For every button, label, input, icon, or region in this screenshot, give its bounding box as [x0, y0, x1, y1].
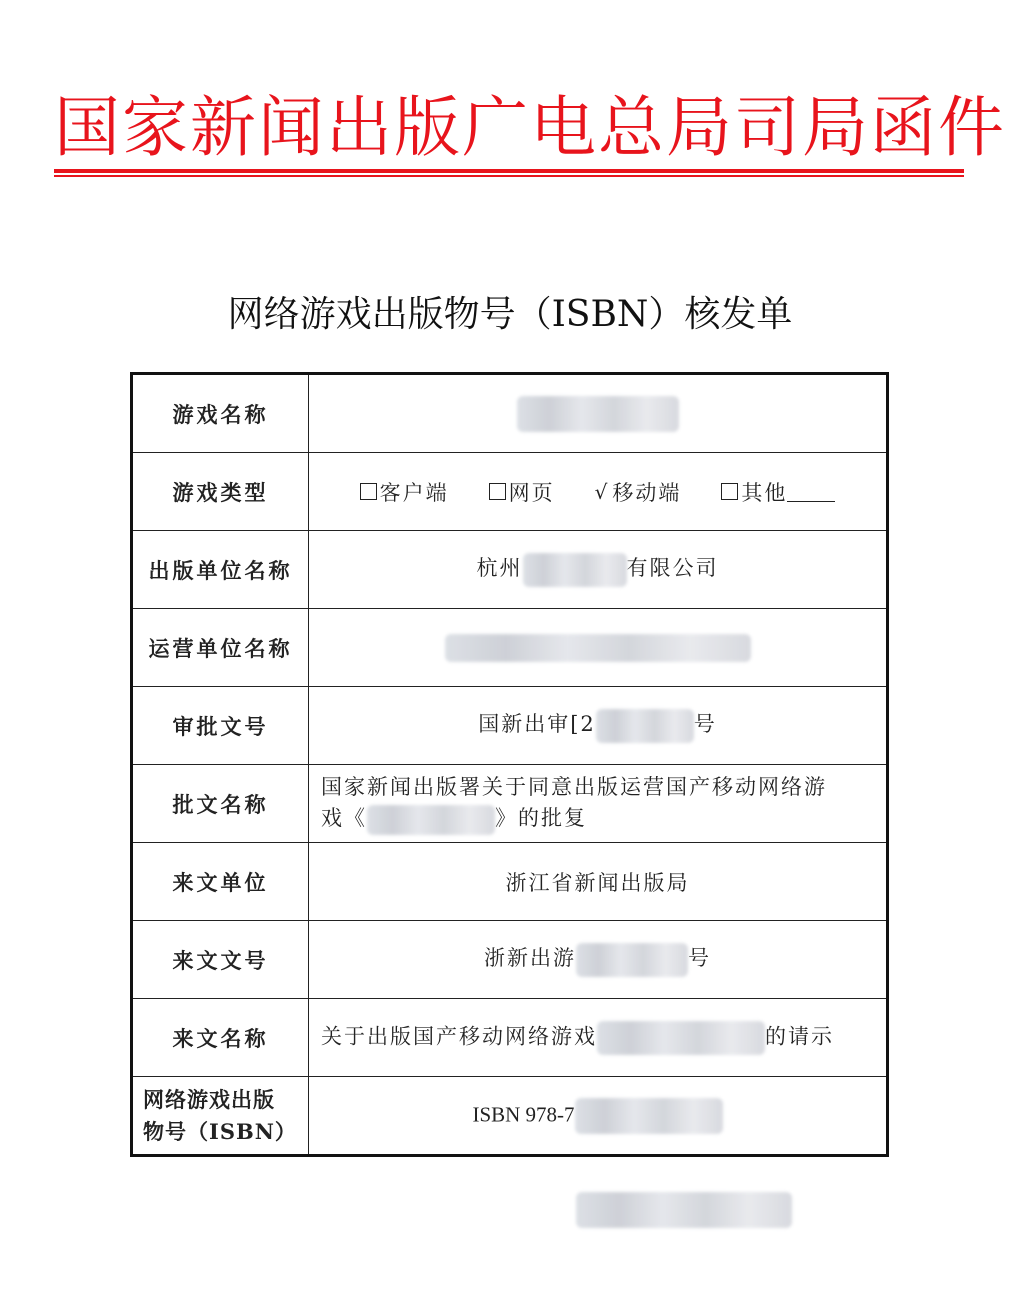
- checkbox-empty-icon: [489, 483, 506, 500]
- letterhead-rule-thick: [54, 169, 964, 173]
- value-approval-name: [309, 765, 888, 843]
- game-type-options: [309, 477, 886, 507]
- row-game-type: [132, 453, 888, 531]
- option-web-label: 网页: [508, 480, 555, 505]
- redacted-isbn: [575, 1098, 723, 1134]
- redacted-stamp-area: [576, 1192, 792, 1228]
- label-isbn-line2: 物号（ISBN）: [143, 1118, 297, 1144]
- row-isbn: [132, 1077, 888, 1156]
- label-approval-no: 审批文号: [132, 687, 309, 765]
- row-approval-name: [132, 765, 888, 843]
- value-isbn: [309, 1077, 888, 1156]
- label-game-type: 游戏类型: [132, 453, 309, 531]
- option-client-label: 客户端: [379, 480, 449, 505]
- redacted-publisher: [523, 553, 627, 587]
- publisher-suffix: 有限公司: [626, 556, 719, 581]
- checkmark-icon: √: [594, 479, 610, 504]
- option-web: [489, 477, 555, 507]
- document-title: 网络游戏出版物号（ISBN）核发单: [227, 294, 793, 335]
- label-isbn: [132, 1077, 309, 1156]
- value-from-no: [309, 921, 888, 999]
- row-game-name: [132, 374, 888, 453]
- approval-no-suffix: 号: [693, 712, 717, 737]
- redacted-from-name-game: [597, 1021, 765, 1055]
- value-from-name: [309, 999, 888, 1077]
- option-other-label: 其他: [741, 480, 788, 505]
- isbn-form-table: [130, 372, 889, 1157]
- label-publisher: 出版单位名称: [132, 531, 309, 609]
- approval-name-line2-suffix: 》的批复: [495, 806, 587, 831]
- option-mobile-label: 移动端: [612, 480, 682, 505]
- redacted-game-name: [517, 396, 679, 432]
- row-approval-no: [132, 687, 888, 765]
- value-from-unit: 浙江省新闻出版局: [309, 843, 888, 921]
- value-game-type: [309, 453, 888, 531]
- redacted-operator: [445, 634, 751, 662]
- approval-name-line2: [321, 803, 874, 835]
- row-from-unit: [132, 843, 888, 921]
- value-game-name: [309, 374, 888, 453]
- label-operator: 运营单位名称: [132, 609, 309, 687]
- value-operator: [309, 609, 888, 687]
- redacted-approval-no: [596, 709, 694, 743]
- approval-name-line1: 国家新闻出版署关于同意出版运营国产移动网络游: [321, 775, 827, 800]
- isbn-prefix: ISBN 978-7: [472, 1102, 575, 1126]
- other-fill-blank: [787, 481, 835, 502]
- agency-letterhead-title: 国家新闻出版广电总局司局函件: [54, 89, 1006, 166]
- from-name-suffix: 的请示: [765, 1024, 834, 1048]
- redacted-approval-game-name: [367, 805, 495, 835]
- label-from-name: 来文名称: [132, 999, 309, 1077]
- option-mobile: [595, 477, 682, 507]
- from-no-suffix: 号: [688, 946, 711, 971]
- value-approval-no: [309, 687, 888, 765]
- approval-no-prefix: 国新出审[2: [478, 712, 596, 737]
- checkbox-empty-icon: [721, 483, 738, 500]
- row-operator: [132, 609, 888, 687]
- approval-name-line2-prefix: 戏《: [321, 806, 367, 831]
- label-from-no: 来文文号: [132, 921, 309, 999]
- option-other: [721, 477, 835, 507]
- row-from-name: [132, 999, 888, 1077]
- redacted-from-no: [576, 943, 688, 977]
- row-publisher: [132, 531, 888, 609]
- label-game-name: 游戏名称: [132, 374, 309, 453]
- label-approval-name: 批文名称: [132, 765, 309, 843]
- label-from-unit: 来文单位: [132, 843, 309, 921]
- row-from-no: [132, 921, 888, 999]
- value-publisher: [309, 531, 888, 609]
- from-name-prefix: 关于出版国产移动网络游戏: [321, 1024, 597, 1048]
- checkbox-empty-icon: [360, 483, 377, 500]
- option-client: [360, 477, 449, 507]
- from-no-prefix: 浙新出游: [484, 946, 576, 971]
- publisher-prefix: 杭州: [476, 556, 523, 581]
- letterhead-rule-thin: [54, 175, 964, 177]
- label-isbn-line1: 网络游戏出版: [143, 1086, 275, 1112]
